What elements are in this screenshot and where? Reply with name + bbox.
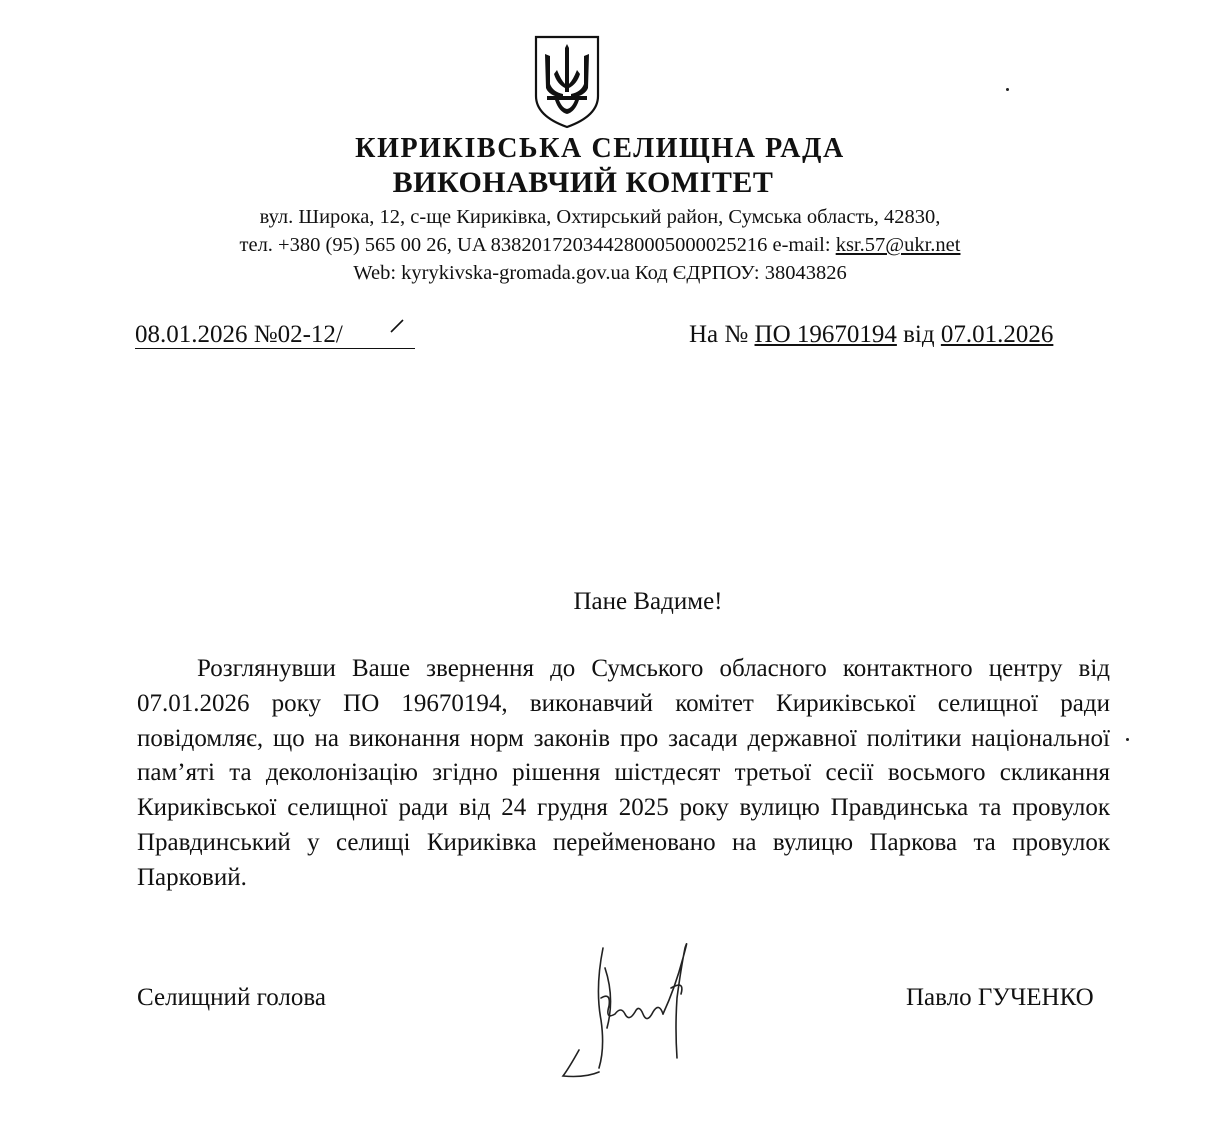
email-link[interactable]: ksr.57@ukr.net (835, 234, 961, 256)
outgoing-reference (135, 322, 415, 349)
incoming-date: 07.01.2026 (940, 321, 1054, 348)
incoming-mid: від (896, 321, 941, 348)
letter-paragraph: Розглянувши Ваше звернення до Сумського обласного контактного центру від 07.01.2026 року ПО 19670194, виконавчий комітет Кириківської селищної ради повідомляє, що на виконання норм законів про засади державної політики національної пам’яті та деколонізацію згідно рішення шістдесят третьої сесії восьмого скликання Кириківської селищної ради від 24 грудня 2025 року вулицю Правдинська та провулок Правдинський у селищі Кириківка перейменовано на вулицю Паркова та провулок Парковий. (137, 655, 1110, 891)
salutation: Пане Вадиме! (573, 588, 723, 615)
signatory-position: Селищний голова (137, 984, 326, 1011)
incoming-prefix: На № (689, 321, 755, 348)
outgoing-number: 08.01.2026 №02-12/ (135, 321, 343, 348)
address-line: вул. Широка, 12, с-ще Кириківка, Охтирський район, Сумська область, 42830, (259, 206, 941, 228)
handwritten-signature-icon (555, 928, 725, 1078)
web-line: Web: kyrykivska-gromada.gov.ua Код ЄДРПОУ: 38043826 (353, 262, 847, 284)
organization-name: КИРИКІВСЬКА СЕЛИЩНА РАДА (355, 133, 845, 164)
contact-info: тел. +380 (95) 565 00 26, UA 838201720344280005000025216 e-mail: (239, 234, 836, 256)
signatory-name: Павло ГУЧЕНКО (906, 984, 1094, 1011)
incoming-number: ПО 19670194 (754, 321, 897, 348)
contact-line (0, 234, 1200, 257)
trident-coat-of-arms-icon (533, 34, 601, 130)
scan-speck (1126, 738, 1129, 741)
letter-body (137, 652, 1110, 896)
handwritten-mark-icon (387, 318, 409, 336)
scan-speck (1006, 88, 1009, 91)
incoming-reference (689, 322, 1053, 348)
committee-name: ВИКОНАВЧИЙ КОМІТЕТ (392, 166, 774, 199)
